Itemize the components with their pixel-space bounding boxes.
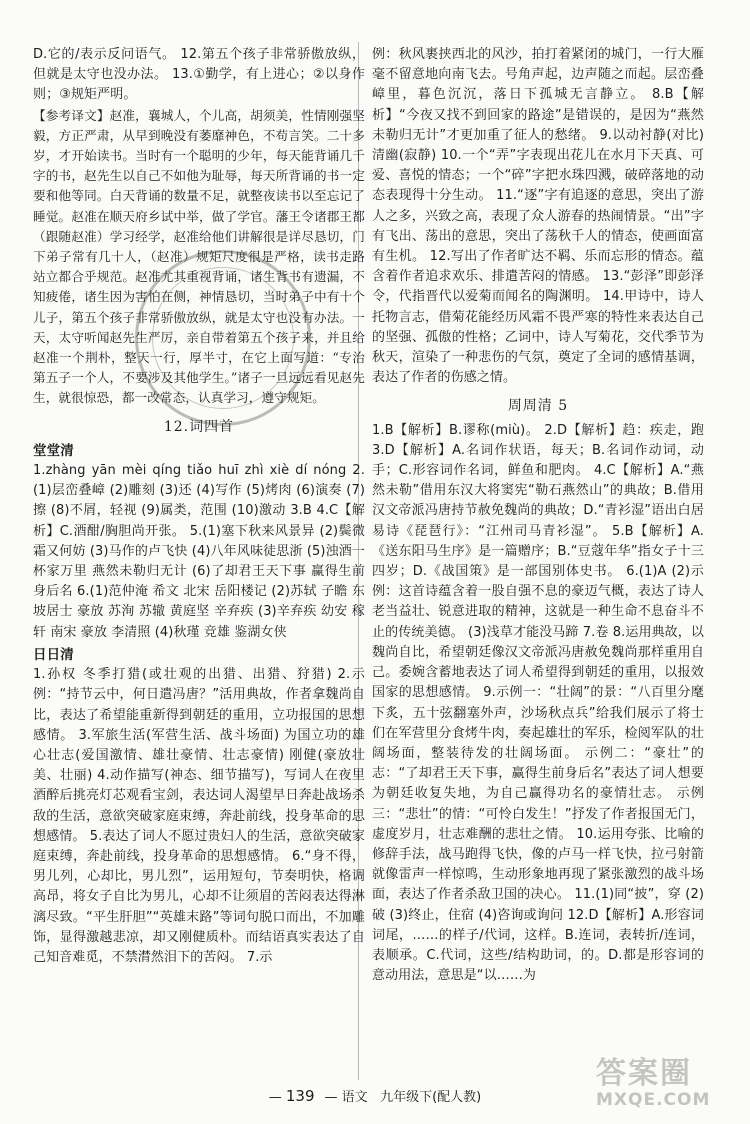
ririqing-answers-continued: 例：秋风裹挟西北的风沙，拍打着紧闭的城门，一行大雁毫不留意地向南飞去。号角声起，边声随之而起。层峦叠嶂里，暮色沉沉，落日下孤城无言静立。 8.B【解析】“今夜又找不到回家的路途”是错误的，是因为“燕然未勒归无计”才更加重了征人的愁绪。 9.以动衬静(对比) 清幽(寂静) 10.一个“弄”字表现出花儿在水月下天真、可爱、喜悦的情态；一个“碎”字把水珠四溅，破碎落地的动态表现得十分生动。 11.“逐”字有追逐的意思，突出了游人之多，兴致之高，表现了众人游春的热闹情景。“出”字有飞出、荡出的意思，突出了荡秋千人的情态，使画面富有生机。 12.写出了作者旷达不羁、乐而忘形的情态。蕴含着作者追求欢乐、排遣苦闷的情感。 13.“彭泽”即彭泽令，代指晋代以爱菊而闻名的陶渊明。 14.甲诗中，诗人托物言志，借菊花能经历风霜不畏严寒的特性来表达自己的坚强、孤傲的性格；乙词中，诗人写菊花，交代季节为秋天，渲染了一种悲伤的气氛，奠定了全词的感情基调，表达了作者的伤感之情。 — [372, 47, 704, 386]
tangtangqing-answers: 1.zhàng yān mèi qíng tiǎo huī zhì xiè dí nóng 2.(1)层峦叠嶂 (2)雕刻 (3)还 (4)写作 (5)烤肉 (6)演奏 (7)擦 (8)不屑，轻视 (9)属类，范围 (10)激动 3.B 4.C【解析】C.酒酣/胸胆尚开张。 5.(1)塞下秋来风景异 (2)鬓微霜又何妨 (3)马作的卢飞快 (4)八年风味徒思浙 (5)浊酒一杯家万里 燕然未勒归无计 (6)了却君王天下事 赢得生前身后名 6.(1)范仲淹 希文 北宋 岳阳楼记 (2)苏轼 子瞻 东坡居士 豪放 苏洵 苏辙 黄庭坚 辛弃疾 (3)辛弃疾 幼安 稼轩 南宋 豪放 李清照 (4)秋瑾 竞雄 鉴湖女侠 — [33, 463, 365, 640]
section-heading-zhouzhouqing: 周周清 5 — [507, 398, 569, 415]
right-column — [372, 45, 704, 986]
q-continuation-text: D.它的/表示反问语气。 12.第五个孩子非常骄傲放纵，但就是太守也没办法。 13.①勤学，有上进心；②以身作则；③规矩严明。 — [33, 47, 365, 103]
section-heading-tangtangqing: 堂堂清 — [33, 442, 74, 459]
reference-translation: 【参考译文】赵准，襄城人，个儿高，胡须美，性情刚强坚毅，方正严肃，从早到晚没有萎靡神色，不苟言笑。二十多岁，才开始读书。当时有一个聪明的少年，每天能背诵几千字的书，赵先生以自己不如他为耻辱，每天所背诵的书一定要和他等同。白天背诵的数量不足，就整夜读书以至忘记了睡觉。赵准在顺天府乡试中举，做了学官。藩王令诸郡王都（跟随赵准）学习经学，赵准给他们讲解很是详尽恳切，门下弟子常有几十人，（赵准）规矩尺度很是严格，读书走路站立都合乎规范。赵准尤其重视背诵，诸生背书有遗漏，不知疲倦，诸生因为害怕在侧，神情恳切，当时弟子中有十个儿子，第五个孩子非常骄傲放纵，就是太守也没有办法。一天，太守听闻赵先生严厉，亲自带着第五个孩子来，并且给赵准一个荆朴，整天一行，厚半寸，在它上面写道：“专治第五子一个人，不要涉及其他学生。”诸子一旦远远看见赵先生，就很惊恐，都一改常态，认真学习，遵守规矩。 — [33, 107, 365, 406]
ririqing-answers: 1.孙权 冬季打猎(或壮观的出猎、出猎、狩猎) 2.示例：“持节云中，何日遣冯唐？”活用典故，作者拿魏尚自比，表达了希望能重新得到朝廷的重用，立功报国的思想感情。 3.军旅生活(军营生活、战斗场面) 为国立功的雄心壮志(爱国激情、雄壮豪情、壮志豪情) 刚健(豪放壮美、壮丽) 4.动作描写(神态、细节描写)，写词人在夜里酒醉后挑亮灯芯观看宝剑，表达词人渴望早日奔赴战场杀敌的生活，意欲突破家庭束缚，奔赴前线，投身革命的思想感情。 5.表达了词人不愿过贵妇人的生活，意欲突破家庭束缚，奔赴前线，投身革命的思想感情。 6.“身不得，男儿列，心却比，男儿烈”，运用短句，节奏明快，格调高昂，将女子自比为男儿，心却不让须眉的苦闷表达得淋漓尽致。“平生肝胆”“英雄末路”等词句脱口而出，不加雕饰，显得激越悲凉，却又刚健质朴。而结语真实表达了自己知音难觅，不禁潸然泪下的苦闷。 7.示 — [33, 667, 365, 965]
section-heading-ririqing: 日日清 — [33, 646, 74, 663]
left-column — [33, 45, 365, 968]
footer-page-number: — 139 — — [268, 1087, 338, 1105]
site-watermark-logo: 答案圈 MXQE.COM — [596, 1056, 711, 1110]
footer-subject: 语文 — [341, 1090, 368, 1105]
footer-grade: 九年级下(配人教) — [380, 1090, 482, 1105]
zhouzhouqing-answers: 1.B【解析】B.谬称(miù)。 2.D【解析】趋：疾走，跑 3.D【解析】A.名词作状语，每天；B.名词作动词，动手；C.形容词作名词，鲜鱼和肥肉。 4.C【解析】A.“燕然未勒”借用东汉大将窦宪“勒石燕然山”的典故；B.借用汉文帝派冯唐持节赦免魏尚的典故；D.“青衫湿”语出白居易诗《琵琶行》：“江州司马青衫湿”。 5.B【解析】A.《送东阳马生序》是一篇赠序；B.“豆蔻年华”指女子十三四岁；D.《战国策》是一部国别体史书。 6.(1)A (2)示例：这首诗蕴含着一股自强不息的豪迈气概，表达了诗人老当益壮、锐意进取的精神，这就是一种生命不息奋斗不止的传统美德。 (3)浅草才能没马蹄 7.卷 8.运用典故，以魏尚自比，希望朝廷像汉文帝派冯唐赦免魏尚那样重用自己。委婉含蓄地表达了词人希望得到朝廷的重用，以报效国家的思想感情。 9.示例一：“壮阔”的景：“八百里分麾下炙，五十弦翻塞外声，沙场秋点兵”给我们展示了将士们在军营里分食烤牛肉，奏起雄壮的军乐，检阅军队的壮阔场面，整装待发的壮阔场面。 示例二：“豪壮”的志：“了却君王天下事，赢得生前身后名”表达了词人想要为朝廷收复失地，为自己赢得功名的豪情壮志。 示例三：“悲壮”的情：“可怜白发生！”抒发了作者报国无门，虚度岁月，壮志难酬的悲壮之情。 10.运用夸张、比喻的修辞手法，战马跑得飞快，像的卢马一样飞快，拉弓射箭就像雷声一样惊鸣，生动形象地再现了紧张激烈的战斗场面，表达了作者杀敌卫国的决心。 11.(1)同“披”，穿 (2)破 (3)终止，住宿 (4)咨询或询问 12.D【解析】A.形容词词尾，……的样子/代词，这样。B.连词，表转折/连词，表顺承。C.代词，这些/结构助词，的。D.都是形容词的意动用法，意思是“以……为 — [372, 422, 704, 984]
lesson-title: 12.词四首 — [163, 418, 235, 435]
